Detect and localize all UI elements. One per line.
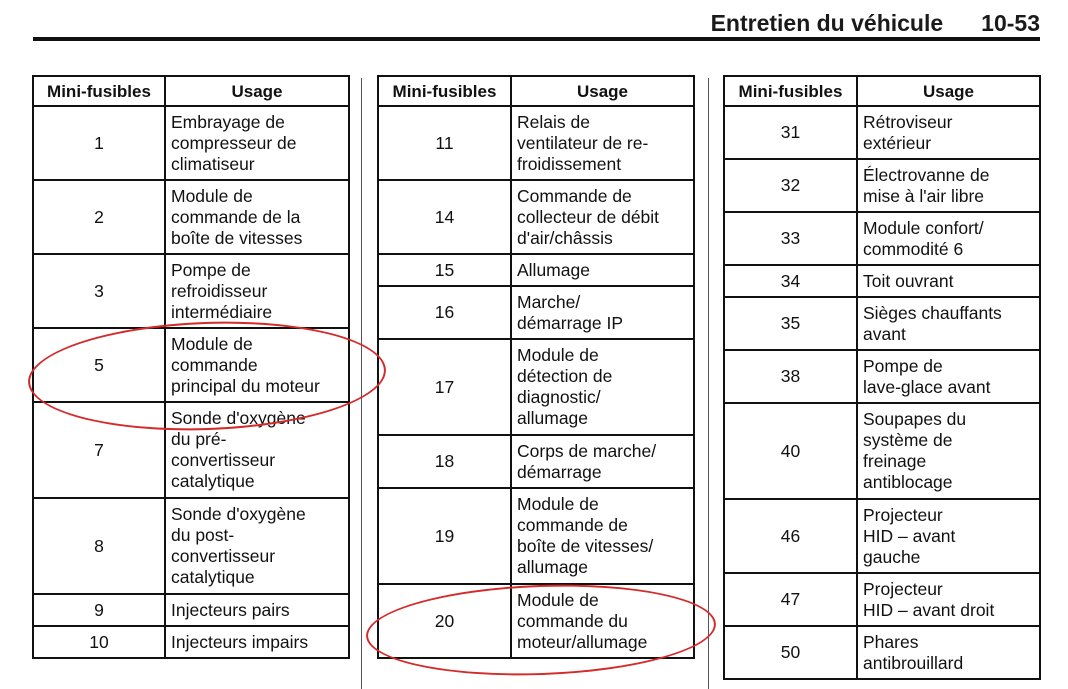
fuse-row [378, 286, 694, 339]
fuse-number: 9 [33, 594, 165, 626]
fuse-row [378, 435, 694, 488]
usage-line: détection de [517, 366, 613, 386]
fuse-usage [857, 350, 1040, 403]
fuse-row [724, 297, 1040, 350]
fuse-table-2 [377, 75, 695, 659]
usage-line: d'air/châssis [517, 227, 613, 248]
usage-line: HID – avant [863, 525, 956, 546]
fuse-number: 46 [724, 499, 857, 573]
fuse-number: 8 [33, 498, 165, 594]
fuse-usage [511, 106, 694, 180]
usage-line: démarrage IP [517, 312, 624, 333]
page-title: Entretien du véhicule [710, 10, 944, 36]
fuse-row [33, 328, 349, 402]
fuse-usage [511, 488, 694, 584]
column-header-fuse: Mini-fusibles [33, 76, 165, 106]
usage-line: refroidisseur [171, 280, 268, 301]
fuse-usage [857, 159, 1040, 212]
fuse-number: 7 [33, 402, 165, 498]
fuse-number: 14 [378, 180, 511, 254]
usage-line: Module de [517, 345, 599, 365]
usage-line: diagnostic/ [517, 387, 601, 407]
usage-line: boîte de vitesses/ [517, 536, 654, 556]
fuse-row [378, 106, 694, 180]
fuse-usage [857, 499, 1040, 573]
usage-line: Module de [517, 494, 599, 514]
usage-line: climatiseur [171, 153, 255, 174]
usage-line: commande de la [171, 206, 301, 227]
fuse-usage [165, 254, 349, 328]
fuse-number: 38 [724, 350, 857, 403]
fuse-row [33, 498, 349, 594]
fuse-number: 10 [33, 626, 165, 658]
usage-line: convertisseur [171, 450, 276, 470]
fuse-row [33, 402, 349, 498]
fuse-number: 3 [33, 254, 165, 328]
fuse-row [724, 499, 1040, 573]
fuse-usage [165, 498, 349, 594]
usage-line: système de [863, 430, 953, 450]
usage-line: du pré- [171, 429, 227, 449]
usage-line: catalytique [171, 567, 255, 587]
usage-line: freinage [863, 451, 927, 471]
usage-line: ventilateur de re- [517, 132, 649, 153]
usage-line: principal du moteur [171, 375, 320, 396]
fuse-row [724, 626, 1040, 679]
usage-line: du post- [171, 525, 235, 545]
usage-line: Projecteur [863, 578, 943, 599]
usage-line: lave-glace avant [863, 376, 991, 397]
fuse-usage [165, 402, 349, 498]
fuse-usage [511, 584, 694, 658]
column-header-usage: Usage [165, 76, 349, 106]
usage-line: Pompe de [863, 355, 943, 376]
usage-line: convertisseur [171, 546, 276, 566]
fuse-table-3 [723, 75, 1041, 680]
fuse-number: 18 [378, 435, 511, 488]
column-divider [708, 78, 709, 689]
fuse-usage [511, 435, 694, 488]
usage-line: froidissement [517, 153, 622, 174]
usage-line: Injecteurs impairs [171, 631, 309, 652]
usage-line: Soupapes du [863, 409, 967, 429]
fuse-usage [165, 328, 349, 402]
fuse-usage [511, 254, 694, 286]
fuse-row [378, 339, 694, 435]
fuse-usage [857, 212, 1040, 265]
fuse-row [378, 180, 694, 254]
usage-line: collecteur de débit [517, 206, 660, 227]
fuse-row [378, 254, 694, 286]
usage-line: catalytique [171, 471, 255, 491]
fuse-number: 2 [33, 180, 165, 254]
usage-line: Corps de marche/ [517, 440, 657, 461]
fuse-usage [511, 180, 694, 254]
fuse-usage [511, 286, 694, 339]
fuse-number: 17 [378, 339, 511, 435]
usage-line: Relais de [517, 111, 590, 132]
fuse-row [33, 106, 349, 180]
usage-line: Module de [171, 185, 253, 206]
fuse-row [724, 265, 1040, 297]
usage-line: Pompe de [171, 259, 251, 280]
usage-line: Sonde d'oxygène [171, 504, 306, 524]
fuse-number: 35 [724, 297, 857, 350]
fuse-usage [165, 106, 349, 180]
usage-line: allumage [517, 408, 589, 428]
usage-line: Toit ouvrant [863, 270, 954, 291]
usage-line: HID – avant droit [863, 599, 995, 620]
fuse-usage [857, 106, 1040, 159]
fuse-usage [165, 626, 349, 658]
page-number: 10-53 [981, 10, 1040, 36]
fuse-row [33, 626, 349, 658]
column-header-usage: Usage [857, 76, 1040, 106]
usage-line: avant [863, 323, 906, 344]
usage-line: Projecteur [863, 504, 943, 525]
fuse-number: 11 [378, 106, 511, 180]
fuse-row [724, 212, 1040, 265]
usage-line: commande du [517, 610, 628, 631]
usage-line: Commande de [517, 185, 632, 206]
fuse-number: 1 [33, 106, 165, 180]
fuse-number: 31 [724, 106, 857, 159]
usage-line: moteur/allumage [517, 631, 648, 652]
usage-line: Marche/ [517, 291, 581, 312]
usage-line: allumage [517, 557, 589, 577]
header-rule [33, 37, 1040, 41]
fuse-number: 15 [378, 254, 511, 286]
fuse-row [724, 159, 1040, 212]
usage-line: commande de [517, 515, 628, 535]
fuse-row [33, 254, 349, 328]
usage-line: boîte de vitesses [171, 227, 303, 248]
fuse-number: 33 [724, 212, 857, 265]
fuse-row [724, 350, 1040, 403]
fuse-usage [857, 403, 1040, 499]
fuse-number: 32 [724, 159, 857, 212]
fuse-row [378, 488, 694, 584]
fuse-usage [857, 573, 1040, 626]
fuse-number: 34 [724, 265, 857, 297]
usage-line: Allumage [517, 259, 590, 280]
usage-line: intermédiaire [171, 301, 273, 322]
usage-line: Module de [517, 589, 599, 610]
column-header-fuse: Mini-fusibles [378, 76, 511, 106]
fuse-table-1 [32, 75, 350, 659]
fuse-usage [165, 594, 349, 626]
usage-line: démarrage [517, 461, 602, 482]
usage-line: mise à l'air libre [863, 185, 985, 206]
fuse-row [378, 584, 694, 658]
usage-line: Électrovanne de [863, 164, 990, 185]
fuse-row [724, 573, 1040, 626]
fuse-row [33, 594, 349, 626]
column-header-usage: Usage [511, 76, 694, 106]
fuse-number: 50 [724, 626, 857, 679]
fuse-row [724, 403, 1040, 499]
usage-line: Module de [171, 333, 253, 354]
fuse-usage [857, 626, 1040, 679]
usage-line: commande [171, 354, 258, 375]
usage-line: compresseur de [171, 132, 297, 153]
fuse-usage [165, 180, 349, 254]
usage-line: extérieur [863, 132, 932, 153]
usage-line: Rétroviseur [863, 111, 953, 132]
fuse-number: 20 [378, 584, 511, 658]
usage-line: antibrouillard [863, 652, 964, 673]
fuse-row [724, 106, 1040, 159]
usage-line: Phares [863, 631, 919, 652]
usage-line: Sièges chauffants [863, 302, 1002, 323]
usage-line: Sonde d'oxygène [171, 408, 306, 428]
fuse-number: 5 [33, 328, 165, 402]
column-divider [361, 78, 362, 689]
usage-line: Embrayage de [171, 111, 285, 132]
fuse-number: 16 [378, 286, 511, 339]
usage-line: commodité 6 [863, 238, 964, 259]
column-header-fuse: Mini-fusibles [724, 76, 857, 106]
usage-line: gauche [863, 546, 921, 567]
fuse-row [33, 180, 349, 254]
fuse-usage [857, 265, 1040, 297]
page-header [0, 6, 1040, 40]
usage-line: Module confort/ [863, 217, 984, 238]
fuse-usage [511, 339, 694, 435]
fuse-number: 19 [378, 488, 511, 584]
fuse-number: 40 [724, 403, 857, 499]
usage-line: Injecteurs pairs [171, 599, 290, 620]
fuse-usage [857, 297, 1040, 350]
fuse-number: 47 [724, 573, 857, 626]
usage-line: antiblocage [863, 472, 953, 492]
